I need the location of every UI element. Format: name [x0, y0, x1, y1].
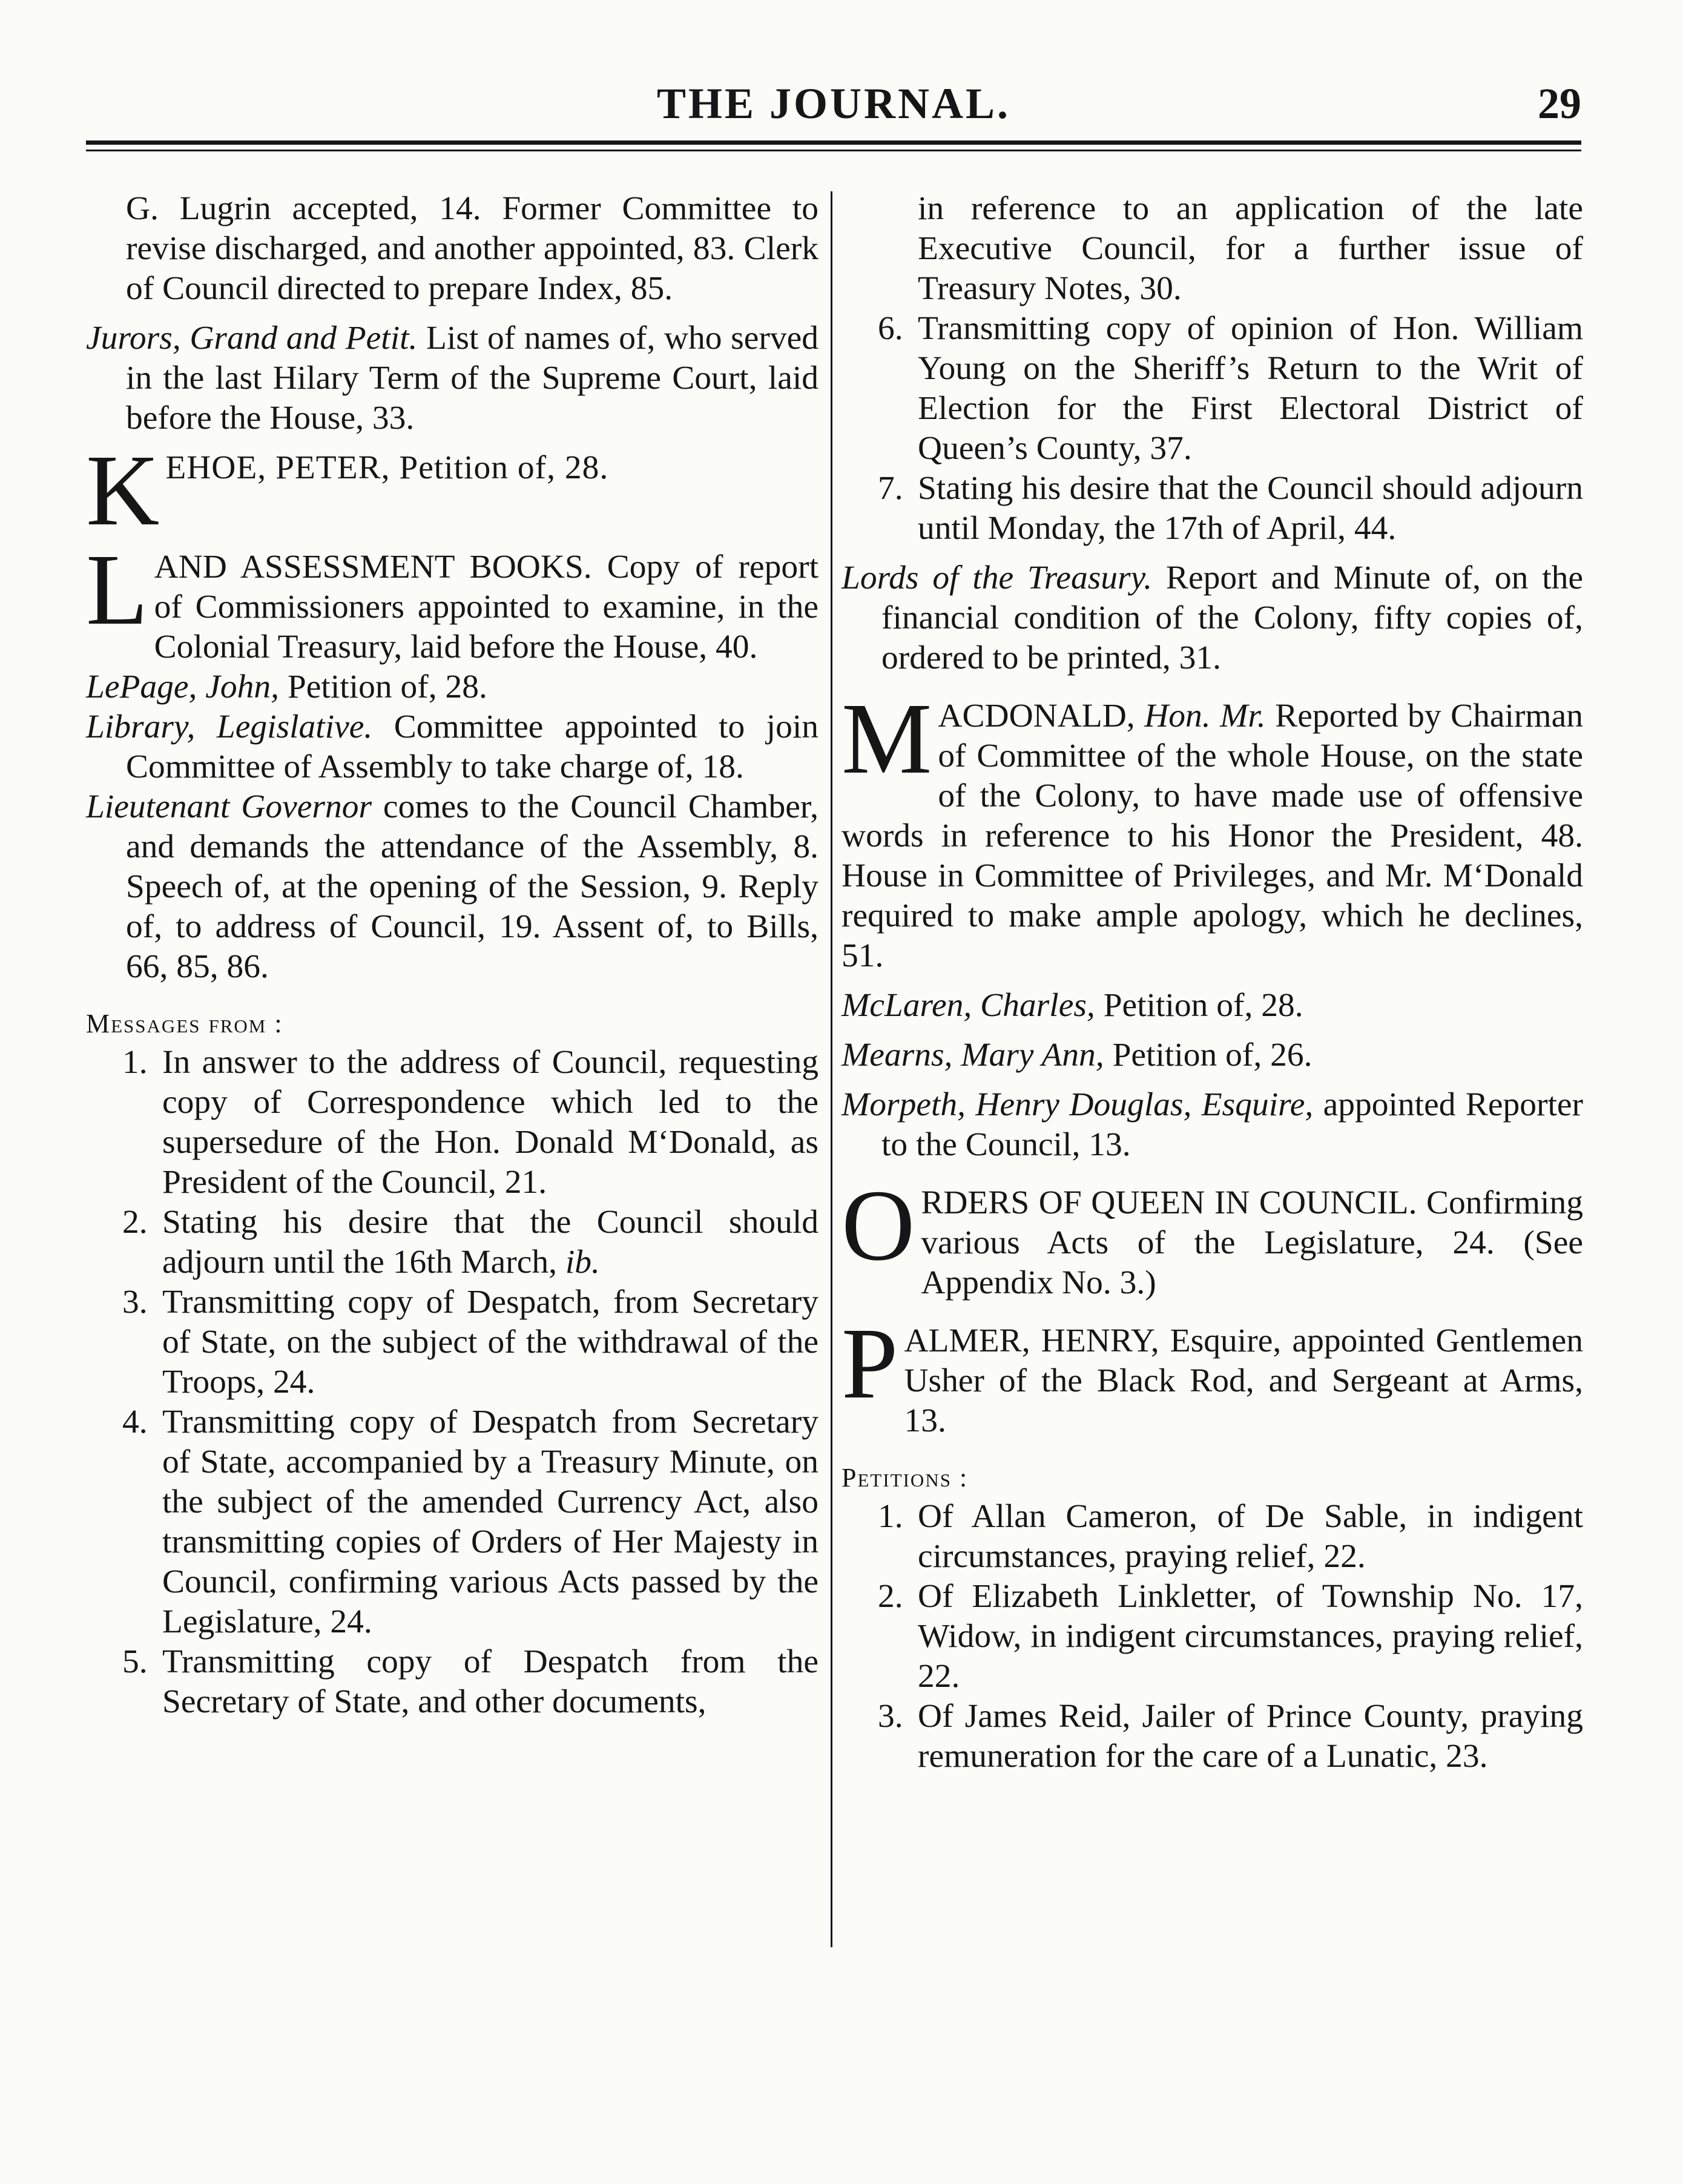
message-item-continued: in reference to an application of the late Executive Council, for a further issue of Treasury Notes, 30.	[918, 190, 1583, 307]
drop-cap: L	[86, 547, 148, 646]
message-item: 5. Transmitting copy of Despatch from the Secretary of State, and other documents,	[122, 1643, 818, 1720]
entry-text: comes to the Council Chamber, and demands the attendance of the Assembly, 8. Speech of, at the opening of the Session, 9. Reply of, to address of Council, 19. Assent of, to Bills, 66, 85, 86.	[126, 788, 819, 985]
entry-head: LePage, John,	[86, 668, 280, 705]
entry-head: Mearns, Mary Ann,	[842, 1037, 1104, 1074]
petition-item: 3. Of James Reid, Jailer of Prince County, praying remuneration for the care of a Lunatic, 23.	[878, 1698, 1583, 1775]
entry-text: List of names of, who served in the last Hilary Term of the Supreme Court, laid before the House, 33.	[126, 320, 818, 437]
petitions-section-label: Petitions :	[842, 1463, 969, 1493]
index-entry-jurors	[86, 318, 818, 438]
entry-text: appointed Reporter to the Council, 13.	[881, 1086, 1583, 1163]
index-entry-land-assessment	[86, 547, 818, 667]
message-item: 6. Transmitting copy of opinion of Hon. William Young on the Sheriff’s Return to the Writ of Election for the First Electoral District of Queen’s County, 37.	[878, 310, 1583, 467]
entry-head: Morpeth, Henry Douglas, Esquire,	[842, 1086, 1314, 1123]
drop-cap: M	[842, 696, 932, 795]
entry-head: Hon. Mr.	[1144, 698, 1266, 734]
entry-text: RDERS OF QUEEN IN COUNCIL. Confirming various Acts of the Legislature, 24. (See Appendix No. 3.)	[921, 1184, 1583, 1301]
petition-item: 2. Of Elizabeth Linkletter, of Township No. 17, Widow, in indigent circumstances, praying relief, 22.	[878, 1578, 1583, 1695]
entry-text: AND ASSESSMENT BOOKS. Copy of report of Commissioners appointed to examine, in the Colonial Treasury, laid before the House, 40.	[154, 549, 818, 665]
entry-text: Report and Minute of, on the financial condition of the Colony, fifty copies of, ordered to be printed, 31.	[881, 559, 1583, 676]
index-entry-library	[86, 707, 818, 787]
index-entry-macdonald: M ACDONALD, Hon. Mr. Reported by Chairman of Committee of the whole House, on the state of the Colony, to have made use of offensive words in reference to his Honor the President, 48. House in Committee of Privileges, and Mr. M‘Donald required to make ample apology, which he declines, 51.	[842, 696, 1583, 974]
right-column	[842, 189, 1583, 1777]
message-item: 4. Transmitting copy of Despatch from Secretary of State, accompanied by a Treasury Minute, on the subject of the amended Currency Act, also transmitting copies of Orders of Her Majesty in Council, confirming various Acts passed by the Legislature, 24.	[122, 1404, 818, 1640]
index-entry-committee-continued: G. Lugrin accepted, 14. Former Committee to revise discharged, and another appointed, 83. Clerk of Council directed to prepare Index, 85.	[126, 190, 818, 307]
page-header	[86, 65, 1581, 126]
message-item: 3. Transmitting copy of Despatch, from Secretary of State, on the subject of the withdrawal of the Troops, 24.	[122, 1284, 818, 1400]
drop-cap: K	[86, 448, 160, 529]
entry-head: Jurors, Grand and Petit.	[86, 320, 418, 357]
left-column	[86, 189, 818, 1722]
index-entry-lords-treasury	[842, 558, 1583, 678]
entry-head: McLaren, Charles,	[842, 987, 1095, 1024]
drop-cap: O	[842, 1183, 915, 1282]
entry-text: Petition of, 28.	[1095, 987, 1303, 1024]
index-entry-lepage	[86, 667, 818, 707]
entry-head: Lords of the Treasury.	[842, 559, 1153, 596]
index-entry-lieutenant-governor	[86, 787, 818, 987]
entry-text: Petition of, 26.	[1104, 1037, 1312, 1074]
running-title: THE JOURNAL.	[656, 79, 1011, 128]
messages-section-label: Messages from :	[86, 1009, 283, 1038]
header-rule-thick	[86, 140, 1581, 145]
entry-text: Petition of, 28.	[279, 668, 487, 705]
entry-text: EHOE, PETER, Petition of, 28.	[165, 449, 609, 486]
column-divider	[831, 191, 832, 1947]
index-entry-mearns	[842, 1035, 1583, 1075]
page-number: 29	[1538, 79, 1581, 128]
entry-text: ALMER, HENRY, Esquire, appointed Gentlemen Usher of the Black Rod, and Sergeant at Arms, 13.	[904, 1322, 1583, 1439]
index-entry-morpeth	[842, 1085, 1583, 1165]
message-item: 1. In answer to the address of Council, requesting copy of Correspondence which led to the supersedure of the Hon. Donald M‘Donald, as President of the Council, 21.	[122, 1044, 818, 1201]
petition-item: 1. Of Allan Cameron, of De Sable, in indigent circumstances, praying relief, 22.	[878, 1498, 1583, 1575]
index-entry-mclaren	[842, 986, 1583, 1026]
message-item: 7. Stating his desire that the Council should adjourn until Monday, the 17th of April, 44.	[878, 470, 1583, 547]
index-entry-kehoe	[86, 448, 818, 529]
drop-cap: P	[842, 1321, 898, 1420]
entry-text: Committee appointed to join Committee of Assembly to take charge of, 18.	[126, 708, 818, 785]
entry-head: Library, Legislative.	[86, 708, 373, 745]
message-item: 2. Stating his desire that the Council should adjourn until the 16th March, ib.	[122, 1204, 818, 1281]
entry-head: Lieutenant Governor	[86, 788, 372, 825]
index-entry-orders-queen	[842, 1183, 1583, 1303]
index-entry-palmer	[842, 1321, 1583, 1441]
header-rule-thin	[86, 150, 1581, 151]
